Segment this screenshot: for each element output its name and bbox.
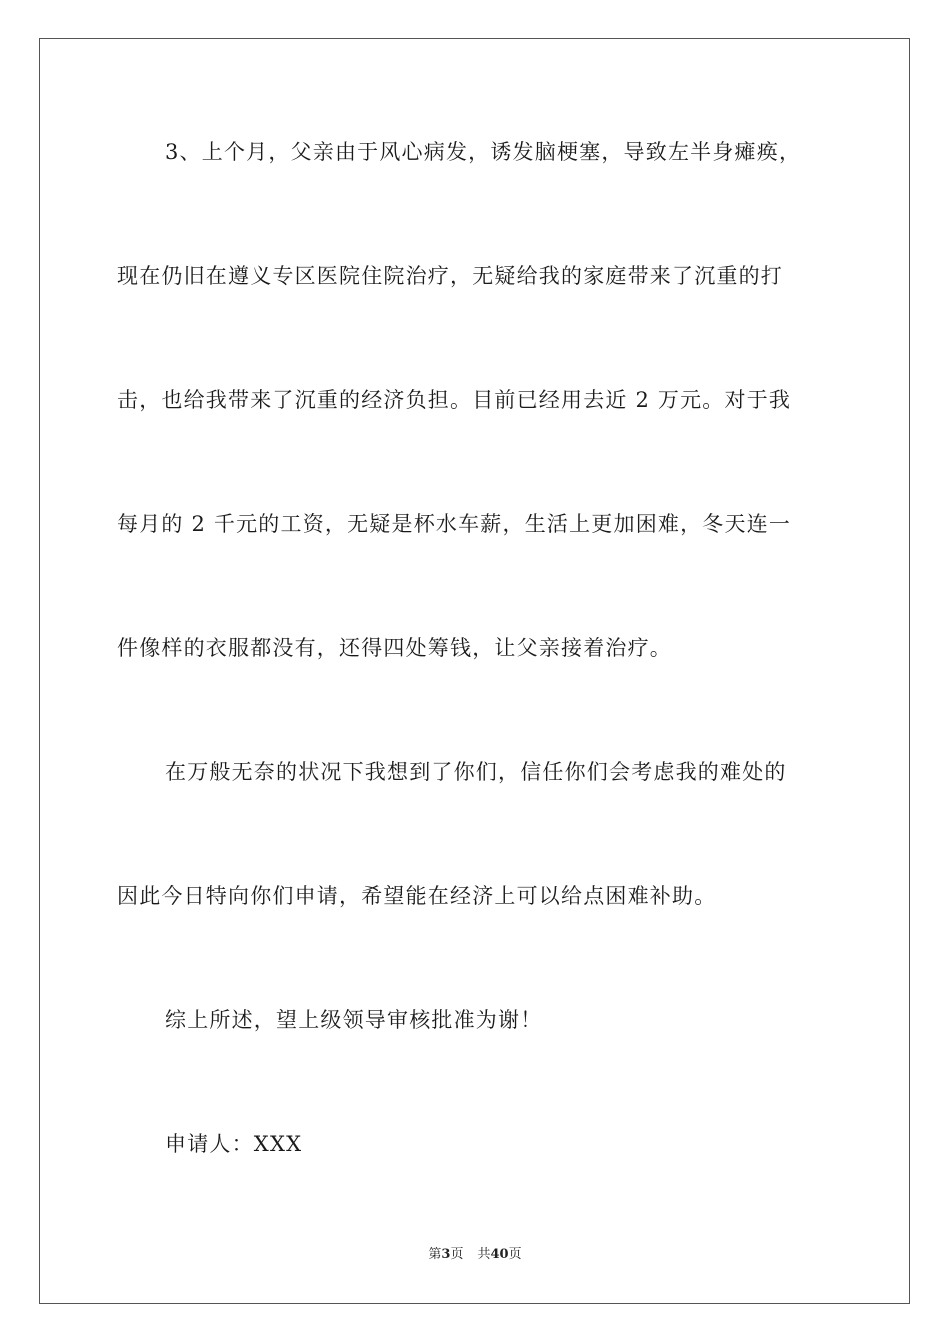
paragraph-line-7: 因此今日特向你们申请，希望能在经济上可以给点困难补助。 — [117, 884, 717, 908]
applicant-signature-line: 申请人：XXX — [165, 1132, 303, 1156]
footer-total-number: 40 — [490, 1247, 509, 1262]
footer-page-number: 3 — [441, 1247, 451, 1262]
footer-page-suffix: 页 — [450, 1247, 464, 1262]
paragraph-line-1: 3、上个月，父亲由于风心病发，诱发脑梗塞，导致左半身瘫痪， — [165, 140, 802, 164]
footer-total-prefix: 共 — [477, 1247, 491, 1262]
page-border — [39, 38, 910, 1304]
footer-page-prefix: 第 — [428, 1247, 442, 1262]
closing-line: 综上所述，望上级领导审核批准为谢！ — [165, 1008, 543, 1032]
paragraph-line-5: 件像样的衣服都没有，还得四处筹钱，让父亲接着治疗。 — [117, 636, 672, 660]
paragraph-line-3: 击，也给我带来了沉重的经济负担。目前已经用去近 2 万元。对于我 — [117, 388, 792, 412]
paragraph-line-4: 每月的 2 千元的工资，无疑是杯水车薪，生活上更加困难，冬天连一 — [117, 512, 792, 536]
page-footer — [0, 1246, 950, 1264]
paragraph-line-2: 现在仍旧在遵义专区医院住院治疗，无疑给我的家庭带来了沉重的打 — [117, 264, 783, 288]
footer-total-suffix: 页 — [508, 1247, 522, 1262]
paragraph-line-6: 在万般无奈的状况下我想到了你们，信任你们会考虑我的难处的 — [165, 760, 787, 784]
